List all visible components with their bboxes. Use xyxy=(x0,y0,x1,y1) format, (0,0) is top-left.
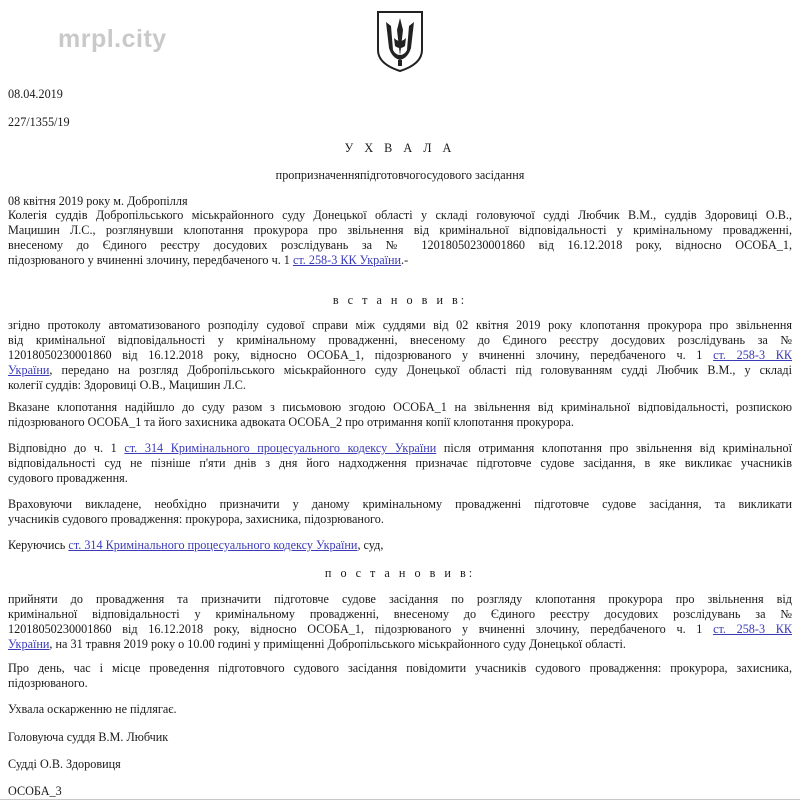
person-3-signature: ОСОБА_3 xyxy=(8,784,62,798)
resolved-heading: п о с т а н о в и в: xyxy=(324,566,476,580)
paragraph-guided-by: Керуючись ст. 314 Кримінального процесуального кодексу України, суд, xyxy=(8,538,384,552)
watermark-logo: mrpl.city xyxy=(58,25,167,53)
not-appealable-note: Ухвала оскарженню не підлягає. xyxy=(8,702,177,716)
law-link-314[interactable]: ст. 314 Кримінального процесуального кодексу України xyxy=(68,538,358,552)
paragraph-distribution: згідно протоколу автоматизованого розподілу судової справи між суддями від 02 квітня 2019 року клопотання прокурора про звільнення від кримінальної відповідальності у кримінальному провадженні, внесеному до Єдиного реєстру досудових розслідувань за № 12018050230001860 від 16.12.2018 року, відносно ОСОБА_1, підозрюваного у вчиненні злочину, передбаченого ч. 1 ст. 258-3 КК України, передано на розгляд Добропільського міськрайонного суду Донецької області під головуванням судді Любчик В.М., у складі колегії суддів: Здоровиці О.В., Мацишин Л.С. xyxy=(8,318,792,392)
presiding-judge-signature: Головуюча суддя В.М. Любчик xyxy=(8,730,169,744)
law-link-258-3[interactable]: ст. 258-3 КК xyxy=(713,348,792,362)
paragraph-article-314: Відповідно до ч. 1 ст. 314 Кримінального процесуального кодексу України після отримання клопотання про звільнення від кримінальної відповідальності суд не пізніше п'яти днів з дня його надходження призначає підготовче судове засідання, в яке викликає учасників судового провадження. xyxy=(8,441,792,485)
paragraph-resolution: прийняти до провадження та призначити підготовче судове засідання по розгляду клопотання прокурора про звільнення від кримінальної відповідальності у кримінальному провадженні, внесеному до Єдиного реєстру досудових розслідувань за № 12018050230001860 від 16.12.2018 року, відносно ОСОБА_1, підозрюваного у вчиненні злочину, передбаченого ч. 1 ст. 258-3 КК України, на 31 травня 2019 року о 10.00 годині у приміщенні Добропільського міськрайонного суду Донецької області. xyxy=(8,592,792,651)
paragraph-notify: Про день, час і місце проведення підготовчого судового засідання повідомити учасників судового провадження: прокурора, захисника, підозрюваного. xyxy=(8,661,792,690)
judges-signature: Судді О.В. Здоровиця xyxy=(8,757,121,771)
established-heading: в с т а н о в и в: xyxy=(332,293,468,307)
case-number: 227/1355/19 xyxy=(8,115,70,129)
bottom-divider xyxy=(0,799,800,800)
trident-emblem-icon xyxy=(374,8,426,74)
document-date: 08.04.2019 xyxy=(8,87,63,101)
paragraph-considering: Враховуючи викладене, необхідно призначити у даному кримінальному провадженні підготовче судове засідання, та викликати учасників судового провадження: прокурора, захисника, підозрюваного. xyxy=(8,497,792,526)
law-link-258-3[interactable]: ст. 258-3 КК xyxy=(713,622,792,636)
law-link-258-3-continued[interactable]: України xyxy=(8,363,50,377)
law-link-258-3-continued[interactable]: України xyxy=(8,637,50,651)
place-date: 08 квітня 2019 року м. Добропілля xyxy=(8,194,188,208)
intro-paragraph: Колегія суддів Добропільського міськрайонного суду Донецької області у складі головуючої судді Любчик В.М., суддів Здоровиці О.В., Мацишин Л.С., розглянувши клопотання прокурора про звільнення від кримінальної відповідальності у кримінальному провадженні, внесеному до Єдиного реєстру досудових розслідувань за № 12018050230001860 від 16.12.2018 року, відносно ОСОБА_1, підозрюваного у вчиненні злочину, передбаченого ч. 1 ст. 258-3 КК України.- xyxy=(8,208,792,267)
document-subtitle: пропризначенняпідготовчогосудового засідання xyxy=(275,168,525,182)
law-link-314[interactable]: ст. 314 Кримінального процесуального кодексу України xyxy=(124,441,437,455)
paragraph-consent: Вказане клопотання надійшло до суду разом з письмовою згодою ОСОБА_1 на звільнення від кримінальної відповідальності, розпискою підозрюваного ОСОБА_1 та його захисника адвоката ОСОБА_2 про отримання копії клопотання прокурора. xyxy=(8,400,792,429)
document-title: У Х В А Л А xyxy=(344,141,456,155)
law-link-258-3[interactable]: ст. 258-3 КК України xyxy=(292,253,402,267)
